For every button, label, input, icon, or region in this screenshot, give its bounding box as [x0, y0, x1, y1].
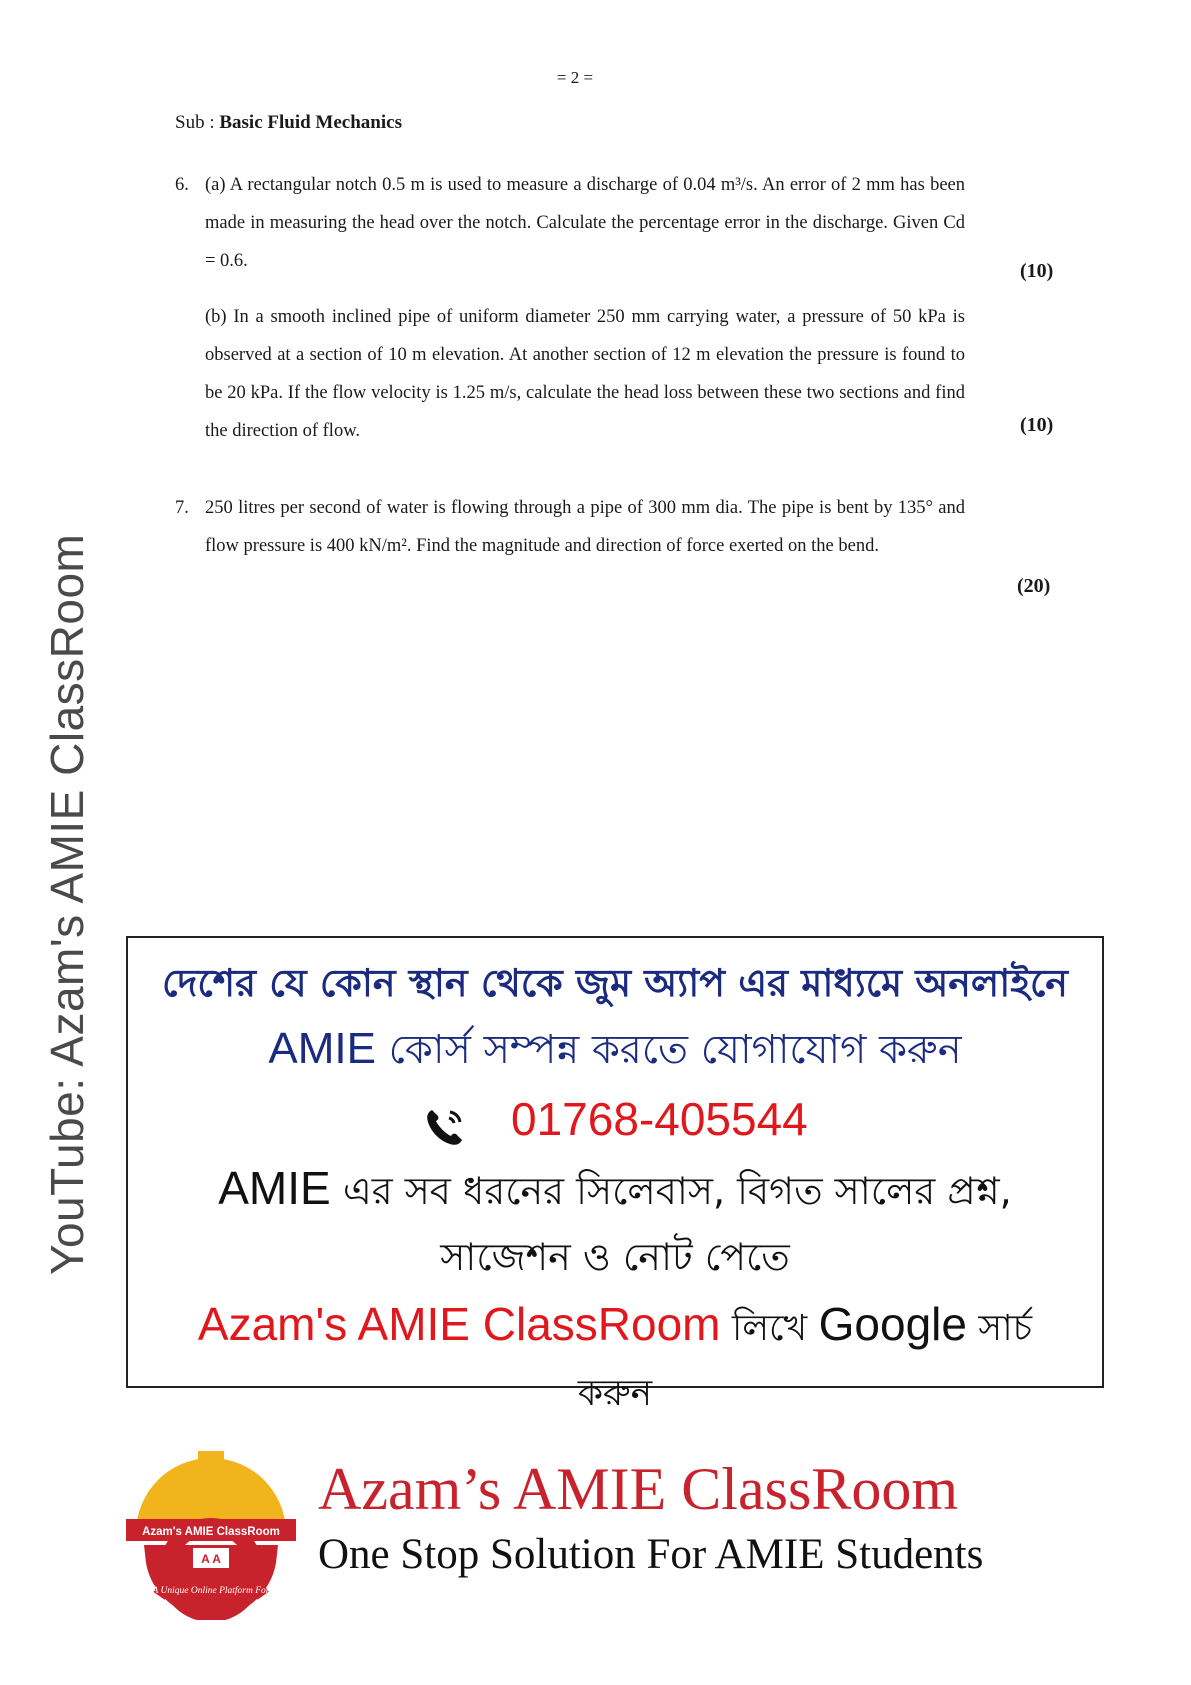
promo-google: Google	[818, 1298, 967, 1350]
brand-tagline: One Stop Solution For AMIE Students	[318, 1531, 984, 1578]
subject-line	[175, 112, 402, 134]
question-text: (a) A rectangular notch 0.5 m is used to measure a discharge of 0.04 m³/s. An error of 2 mm has been made in measuring the head over the notch. Calculate the percentage error in the discharge. Given Cd = 0.6.	[205, 175, 965, 271]
promo-amie: AMIE	[218, 1162, 331, 1214]
promo-brand-name: Azam's AMIE ClassRoom	[197, 1298, 721, 1350]
promo-phone-number[interactable]: 01768-405544	[511, 1093, 808, 1145]
logo-arc-text: A Unique Online Platform For	[152, 1586, 270, 1596]
promo-line-1: দেশের যে কোন স্থান থেকে জুম অ্যাপ এর মাধ্যমে অনলাইনে	[162, 961, 1068, 1005]
marks-7: (20)	[1017, 575, 1051, 597]
promo-line-6	[128, 1288, 1102, 1365]
promo-line-4	[128, 1153, 1102, 1226]
question-6b	[175, 298, 1065, 450]
marks-6b: (10)	[1020, 414, 1054, 436]
subject-title: Basic Fluid Mechanics	[219, 112, 402, 133]
phone-icon	[422, 1100, 468, 1146]
brand-title: Azam’s AMIE ClassRoom	[318, 1456, 958, 1522]
promo-line-6-end: সার্চ	[978, 1308, 1033, 1349]
promo-phone-line	[128, 1085, 1102, 1153]
question-6a	[175, 166, 1065, 280]
promo-box	[126, 936, 1104, 1414]
question-number: 6.	[175, 175, 189, 195]
promo-line-5: সাজেশন ও নোট পেতে	[440, 1235, 790, 1279]
logo-label: Azam's AMIE ClassRoom	[142, 1526, 280, 1538]
promo-line-2-text: কোর্স সম্পন্ন করতে যোগাযোগ করুন	[388, 1027, 962, 1073]
promo-line-4-text: এর সব ধরনের সিলেবাস, বিগত সালের প্রশ্ন,	[342, 1169, 1012, 1213]
question-7	[175, 489, 1065, 565]
promo-line-6-mid: লিখে	[731, 1308, 808, 1349]
question-text: (b) In a smooth inclined pipe of uniform diameter 250 mm carrying water, a pressure of 50 kPa is observed at a section of 10 m elevation. At another section of 12 m elevation the pressure is found to be 20 kPa. If the flow velocity is 1.25 m/s, calculate the head loss between these two sections and find the direction of flow.	[205, 307, 965, 441]
brand-logo	[126, 1445, 296, 1620]
subject-prefix: Sub :	[175, 112, 215, 133]
question-text: 250 litres per second of water is flowing through a pipe of 300 mm dia. The pipe is bent by 135° and flow pressure is 400 kN/m². Find the magnitude and direction of force exerted on the bend.	[205, 498, 965, 556]
logo-book-text: A A	[201, 1552, 221, 1566]
promo-line-7: করুন	[577, 1373, 653, 1414]
page-number: = 2 =	[556, 68, 594, 87]
marks-6a: (10)	[1020, 260, 1054, 282]
question-number: 7.	[175, 498, 189, 518]
youtube-side-label: YouTube: Azam's AMIE ClassRoom	[41, 533, 93, 1275]
promo-amie: AMIE	[268, 1024, 376, 1073]
promo-line-2	[128, 1014, 1102, 1085]
